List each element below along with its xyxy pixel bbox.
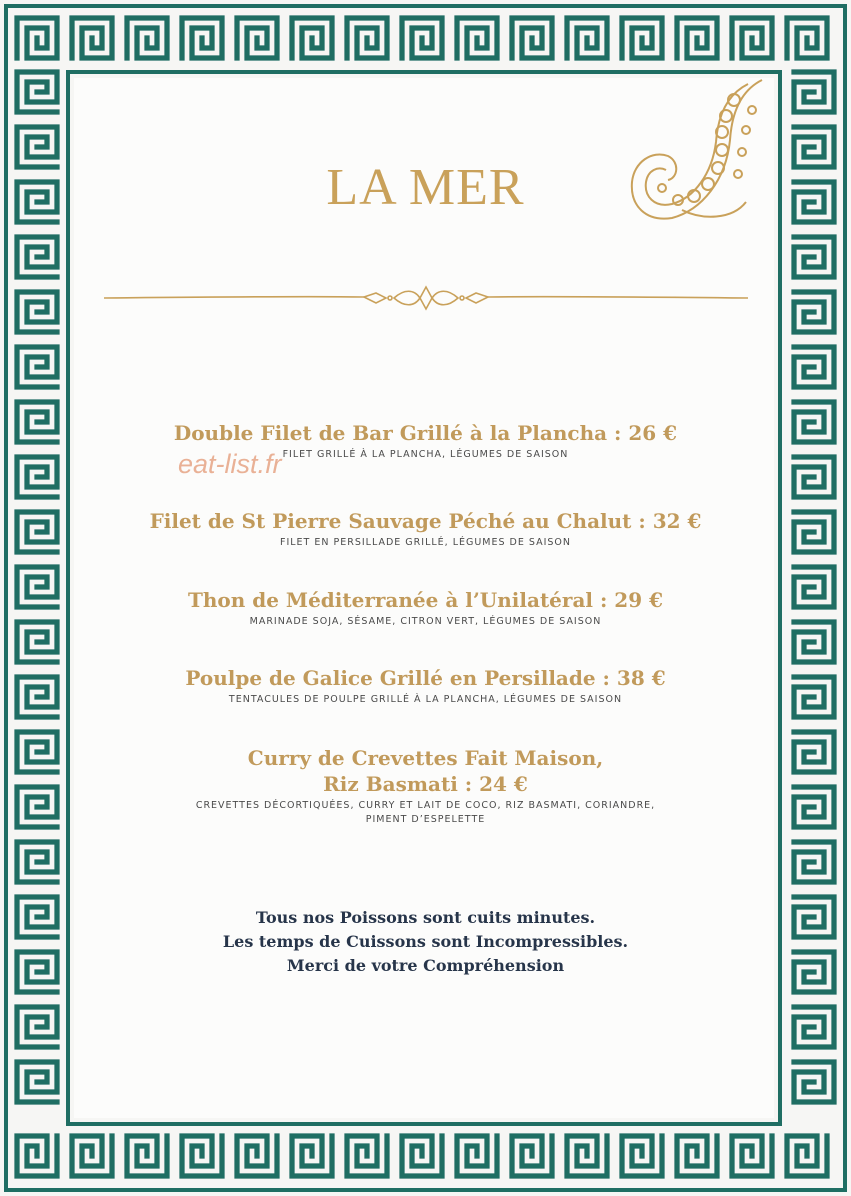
dish-item xyxy=(0,665,851,707)
greek-key-motif xyxy=(677,18,717,58)
greek-key-motif xyxy=(622,1136,662,1176)
greek-key-motif xyxy=(457,18,497,58)
greek-key-motif xyxy=(457,1136,497,1176)
greek-key-motif xyxy=(237,18,277,58)
greek-key-motif xyxy=(17,18,57,58)
cooking-note xyxy=(0,906,851,978)
note-line: Merci de votre Compréhension xyxy=(286,956,565,975)
greek-key-motif xyxy=(787,18,827,58)
greek-key-motif xyxy=(512,18,552,58)
dish-item xyxy=(0,745,851,827)
greek-key-motif xyxy=(794,347,834,387)
note-line: Les temps de Cuissons sont Incompressibles. xyxy=(222,932,629,951)
dish-name: Curry de Crevettes Fait Maison, xyxy=(247,746,604,770)
greek-key-motif xyxy=(72,18,112,58)
dish-name: Poulpe de Galice Grillé en Persillade : 38 € xyxy=(185,666,666,690)
greek-key-motif xyxy=(732,18,772,58)
greek-key-motif xyxy=(402,18,442,58)
greek-key-motif xyxy=(512,1136,552,1176)
dish-name-line-2: Riz Basmati : 24 € xyxy=(323,772,528,796)
dish-item xyxy=(0,508,851,550)
greek-key-motif xyxy=(292,18,332,58)
dish-description-line-2: PIMENT D’ESPELETTE xyxy=(365,814,486,825)
greek-key-motif xyxy=(622,18,662,58)
dish-description: FILET EN PERSILLADE GRILLÉ, LÉGUMES DE SAISON xyxy=(279,537,572,548)
greek-key-motif xyxy=(182,18,222,58)
greek-key-motif xyxy=(292,1136,332,1176)
greek-key-motif xyxy=(402,1136,442,1176)
note-line: Tous nos Poissons sont cuits minutes. xyxy=(255,908,596,927)
dish-description: TENTACULES DE POULPE GRILLÉ À LA PLANCHA, LÉGUMES DE SAISON xyxy=(228,694,623,705)
dish-name: Filet de St Pierre Sauvage Péché au Chalut : 32 € xyxy=(149,509,702,533)
greek-key-motif xyxy=(237,1136,277,1176)
dish-name: Double Filet de Bar Grillé à la Plancha : 26 € xyxy=(173,421,678,445)
greek-key-motif xyxy=(794,1007,834,1047)
greek-key-motif xyxy=(127,18,167,58)
greek-key-motif xyxy=(677,1136,717,1176)
greek-key-motif xyxy=(127,1136,167,1176)
greek-key-motif xyxy=(794,237,834,277)
page-title: LA MER xyxy=(326,159,525,216)
greek-key-motif xyxy=(794,457,834,497)
dish-item xyxy=(0,587,851,629)
dish-description: FILET GRILLÉ À LA PLANCHA, LÉGUMES DE SAISON xyxy=(282,449,569,460)
greek-key-motif xyxy=(787,1136,827,1176)
greek-key-motif xyxy=(72,1136,112,1176)
greek-key-motif xyxy=(17,1062,57,1102)
greek-key-motif xyxy=(794,1062,834,1102)
greek-key-motif xyxy=(567,18,607,58)
greek-key-motif xyxy=(347,1136,387,1176)
greek-key-motif xyxy=(794,292,834,332)
dish-description: MARINADE SOJA, SÉSAME, CITRON VERT, LÉGUMES DE SAISON xyxy=(249,616,602,627)
greek-key-motif xyxy=(17,1007,57,1047)
greek-key-motif xyxy=(182,1136,222,1176)
dish-item xyxy=(0,420,851,462)
greek-key-motif xyxy=(17,842,57,882)
watermark-text: eat-list.fr xyxy=(178,449,282,479)
greek-key-motif xyxy=(732,1136,772,1176)
greek-key-motif xyxy=(17,72,57,112)
dish-name: Thon de Méditerranée à l’Unilatéral : 29 € xyxy=(187,588,664,612)
greek-key-motif xyxy=(794,72,834,112)
ornamental-divider-icon xyxy=(104,283,748,313)
greek-key-motif xyxy=(794,842,834,882)
greek-key-motif xyxy=(17,457,57,497)
greek-key-motif xyxy=(347,18,387,58)
greek-key-motif xyxy=(17,1136,57,1176)
greek-key-motif xyxy=(17,292,57,332)
greek-key-motif xyxy=(17,237,57,277)
greek-key-motif xyxy=(17,347,57,387)
dish-description: CREVETTES DÉCORTIQUÉES, CURRY ET LAIT DE COCO, RIZ BASMATI, CORIANDRE, xyxy=(195,800,656,811)
greek-key-motif xyxy=(567,1136,607,1176)
